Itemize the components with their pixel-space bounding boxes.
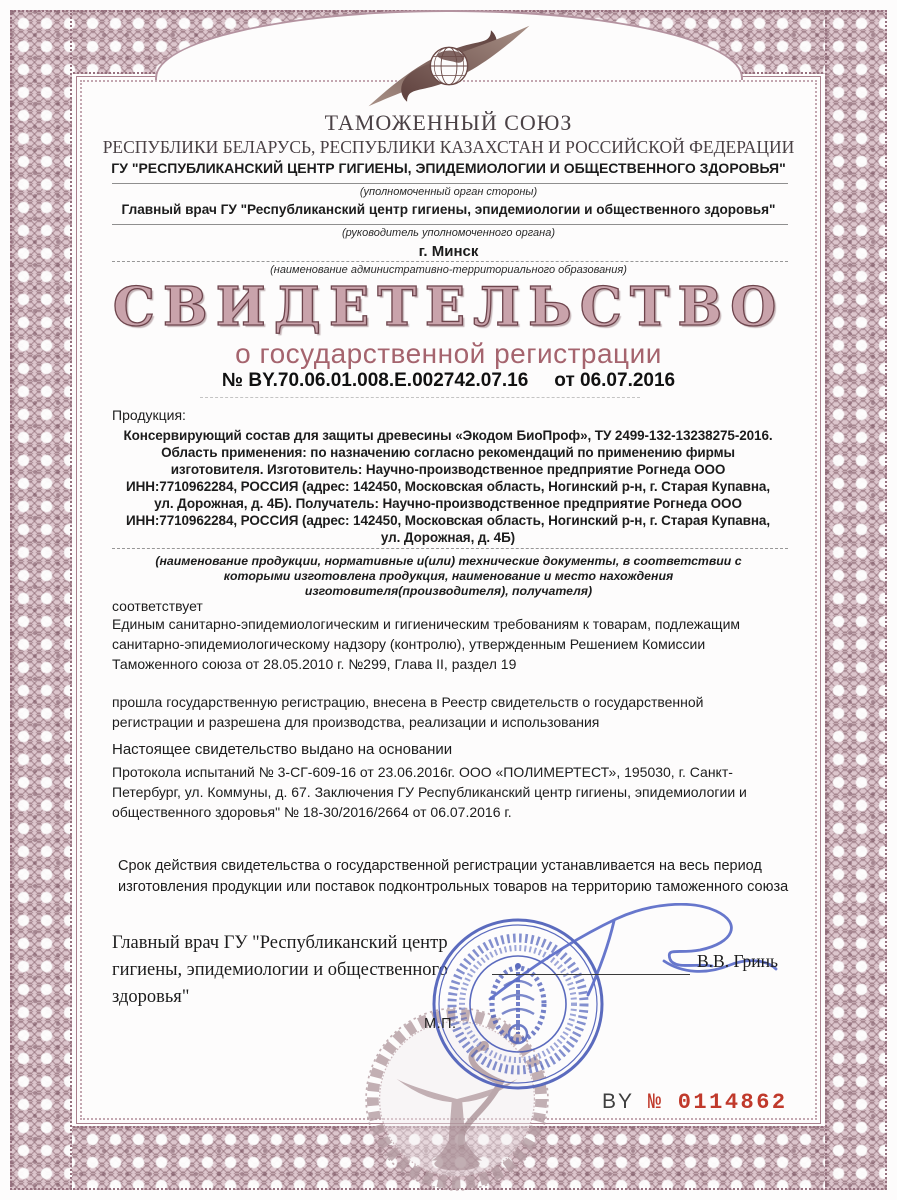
cert-title: СВИДЕТЕЛЬСТВО [112,276,785,338]
border-left [10,10,72,1190]
serial-prefix: BY [602,1090,635,1113]
authority-caption: (уполномоченный орган стороны) [359,186,538,198]
reg-number-rule [200,397,640,398]
field-rule [112,183,788,184]
product-caption: (наименование продукции, нормативные и(или) технические документы, в соответствии с которыми изготовлена продукция, наименование и место нахождения изготовителя(производителя), получателя) [155,554,742,598]
product-line: ул. Дорожная, д. 4Б). Получатель: Научно-производственное предприятие Рогнеда ООО [154,496,742,511]
validity-text: Срок действия свидетельства о государственной регистрации устанавливается на весь период изготовления продукции или поставок подконтрольных товаров на территорию таможенного союза [118,858,789,895]
authority-name: ГУ "РЕСПУБЛИКАНСКИЙ ЦЕНТР ГИГИЕНЫ, ЭПИДЕМИОЛОГИИ И ОБЩЕСТВЕННОГО ЗДОРОВЬЯ" [111,160,786,176]
countries-line: РЕСПУБЛИКИ БЕЛАРУСЬ, РЕСПУБЛИКИ КАЗАХСТАН И РОССИЙСКОЙ ФЕДЕРАЦИИ [102,137,795,157]
product-line: Область применения: по назначению согласно рекомендаций по применению фирмы [161,445,735,460]
basis-text: Протокола испытаний № 3-СГ-609-16 от 23.06.2016г. ООО «ПОЛИМЕРТЕСТ», 195030, г. Санкт-Петербург, ул. Коммуны, д. 67. Заключения ГУ Республиканский центр гигиены, эпидемиологии и общественного здоровья" № 18-30/2016/2664 от 06.07.2016 г. [112,764,747,820]
city-name: г. Минск [418,243,479,260]
serial-number-sign: № [648,1090,664,1115]
union-title: ТАМОЖЕННЫЙ СОЮЗ [324,110,573,135]
field-rule [112,261,788,262]
serial-number: 0114862 [677,1090,788,1115]
field-rule [112,548,788,549]
head-caption: (руководитель уполномоченного органа) [342,227,555,239]
head-name: Главный врач ГУ "Республиканский центр гигиены, эпидемиологии и общественного здоровья" [121,202,776,217]
conforms-label: соответствует [112,598,203,614]
border-right [825,10,887,1190]
signer-name: В.В. Гринь [697,951,778,971]
product-label: Продукция: [112,407,186,423]
reg-number: № BY.70.06.01.008.E.002742.07.16 [221,370,529,391]
product-line: ИНН:7710962284, РОССИЯ (адрес: 142450, Московская область, Ногинский р-н, г. Старая Купавна, [125,513,770,528]
product-line: Консервирующий состав для защиты древесины «Экодом БиоПроф», ТУ 2499-132-13238275-2016. [123,428,773,443]
signature-line [492,974,690,975]
conforms-text: Единым санитарно-эпидемиологическим и гигиеническим требованиям к товарам, подлежащим санитарно-эпидемиологическому надзору (контролю), утвержденным Решением Комиссии Таможенного союза от 28.05.2010 г. №299, Глава II, раздел 19 [112,616,741,672]
product-line: ул. Дорожная, д. 4Б) [380,530,516,545]
reg-date: от 06.07.2016 [554,370,676,391]
field-rule [112,224,788,225]
basis-label: Настоящее свидетельство выдано на основании [112,741,453,758]
signer-title: Главный врач ГУ "Республиканский центр гигиены, эпидемиологии и общественного здоровья" [112,933,448,1007]
product-line: изготовителя. Изготовитель: Научно-производственное предприятие Рогнеда ООО [170,462,726,477]
city-caption: (наименование административно-территориального образования) [270,264,627,276]
registered-text: прошла государственную регистрацию, внесена в Реестр свидетельств о государственной регистрации и разрешена для производства, реализации и использования [112,694,704,730]
product-line: ИНН:7710962284, РОССИЯ (адрес: 142450, Московская область, Ногинский р-н, г. Старая Купавна, [125,479,770,494]
customs-union-logo-icon [364,20,534,112]
cert-subtitle: о государственной регистрации [235,338,662,369]
product-description [88,427,808,546]
stamp-place-label: М.П. [424,1016,457,1032]
